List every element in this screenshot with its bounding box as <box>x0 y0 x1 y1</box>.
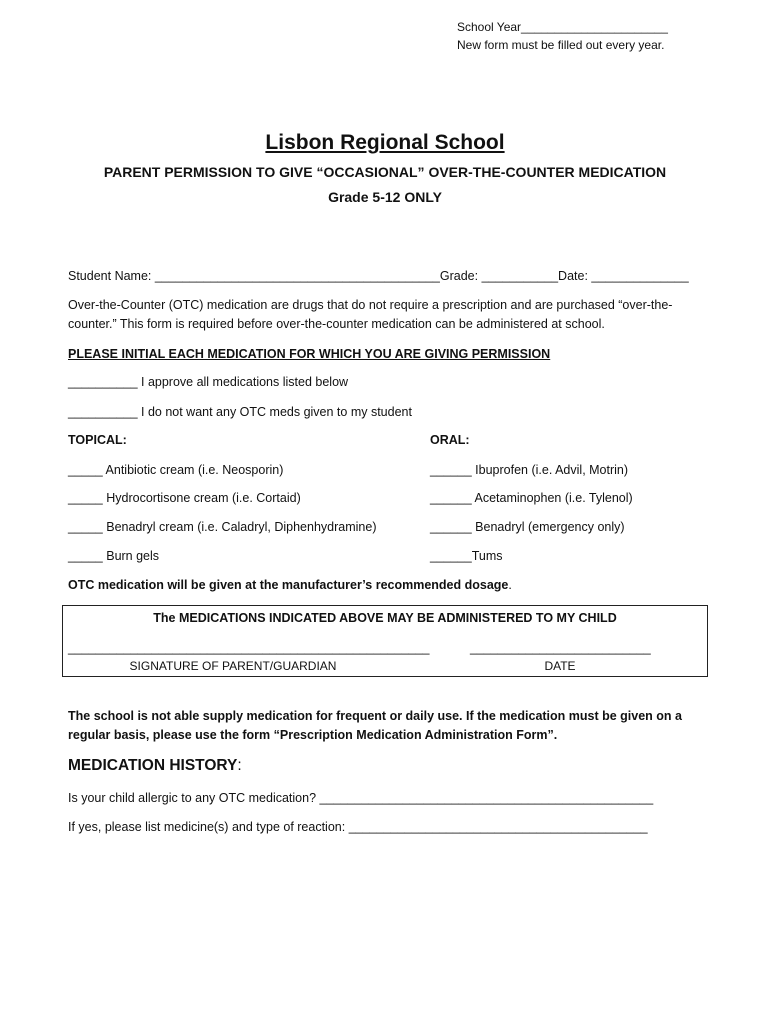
signature-box <box>62 605 708 677</box>
signature-date-label: DATE <box>544 659 576 673</box>
topical-heading: TOPICAL: <box>68 433 127 447</box>
oral-item: ______ Acetaminophen (i.e. Tylenol) <box>430 491 633 505</box>
allergy-question: Is your child allergic to any OTC medication? ________________________________________________ <box>68 791 654 805</box>
parent-signature-label: SIGNATURE OF PARENT/GUARDIAN <box>129 659 337 673</box>
dosage-note-text: OTC medication will be given at the manufacturer’s recommended dosage <box>68 578 509 592</box>
approve-all-line: __________ I approve all medications listed below <box>68 375 349 389</box>
dosage-note-period: . <box>508 578 512 592</box>
frequent-use-note-line1: The school is not able supply medication for frequent or daily use. If the medication must be given on a <box>68 709 682 723</box>
dosage-note <box>68 577 512 593</box>
medication-history-title: MEDICATION HISTORY <box>68 757 238 774</box>
page-title: Lisbon Regional School <box>265 131 505 154</box>
medication-history-colon: : <box>237 757 242 774</box>
oral-item: ______ Ibuprofen (i.e. Advil, Motrin) <box>430 463 629 477</box>
otc-intro-line2: counter.” This form is required before over-the-counter medication can be administered at school. <box>68 317 605 331</box>
reaction-question: If yes, please list medicine(s) and type of reaction: ___________________________________________ <box>68 820 648 834</box>
medication-history-heading <box>68 757 242 775</box>
oral-item: ______Tums <box>430 549 503 563</box>
annual-note: New form must be filled out every year. <box>457 38 665 52</box>
oral-heading: ORAL: <box>430 433 470 447</box>
initial-instruction: PLEASE INITIAL EACH MEDICATION FOR WHICH YOU ARE GIVING PERMISSION <box>68 347 551 361</box>
form-subtitle: PARENT PERMISSION TO GIVE “OCCASIONAL” OVER-THE-COUNTER MEDICATION <box>103 164 667 180</box>
decline-all-line: __________ I do not want any OTC meds given to my student <box>68 405 412 419</box>
topical-item: _____ Hydrocortisone cream (i.e. Cortaid) <box>68 491 301 505</box>
school-year-field: School Year______________________ <box>457 20 668 34</box>
topical-item: _____ Burn gels <box>68 549 160 563</box>
student-info-line: Student Name: _________________________________________Grade: ___________Date: ______________ <box>68 269 689 283</box>
grade-scope: Grade 5-12 ONLY <box>328 189 442 205</box>
topical-item: _____ Antibiotic cream (i.e. Neosporin) <box>68 463 284 477</box>
parent-signature-line: ____________________________________________________ <box>68 641 430 655</box>
topical-item: _____ Benadryl cream (i.e. Caladryl, Diphenhydramine) <box>68 520 377 534</box>
signature-date-line: __________________________ <box>470 641 651 655</box>
signature-box-heading: The MEDICATIONS INDICATED ABOVE MAY BE ADMINISTERED TO MY CHILD <box>153 611 617 625</box>
otc-intro-line1: Over-the-Counter (OTC) medication are drugs that do not require a prescription and are purchased “over-the- <box>68 298 673 312</box>
oral-item: ______ Benadryl (emergency only) <box>430 520 625 534</box>
frequent-use-note-line2: regular basis, please use the form “Prescription Medication Administration Form”. <box>68 728 558 742</box>
